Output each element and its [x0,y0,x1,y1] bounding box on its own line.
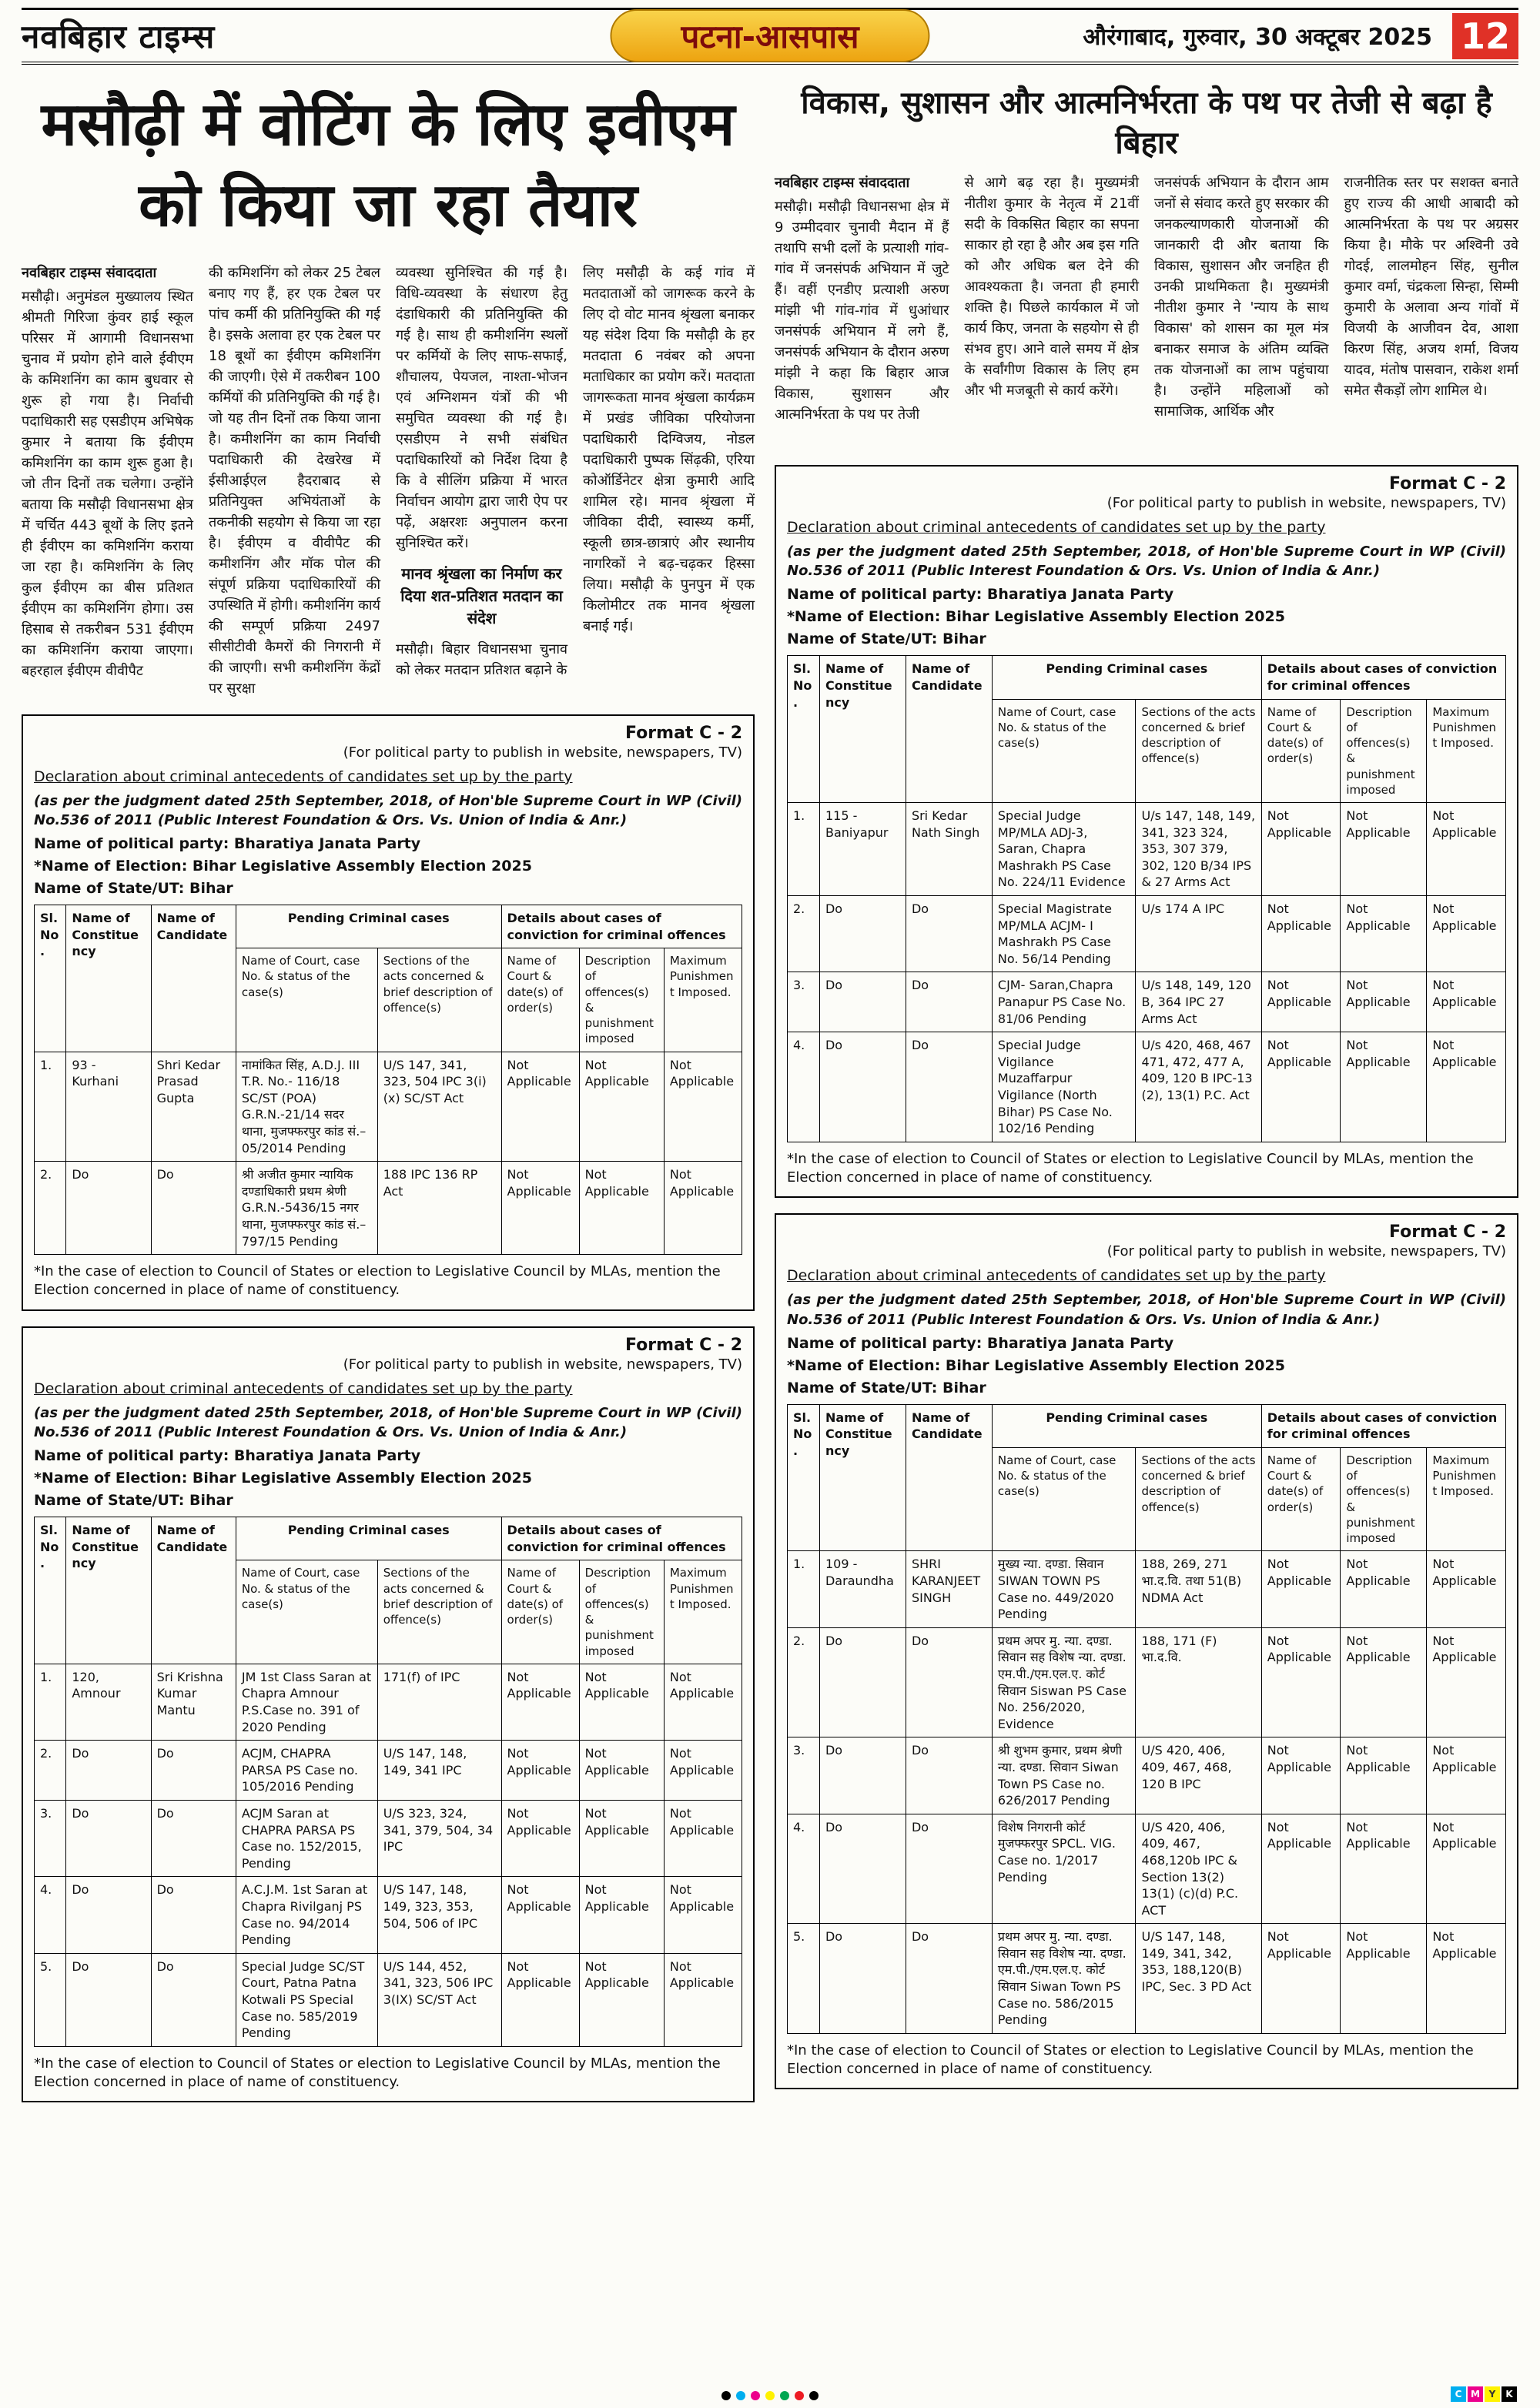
candidate-case-row [788,1737,1506,1814]
col-subheader-conviction-court: Name of Court & date(s) of order(s) [1261,699,1341,803]
cell-sl-no: 4. [35,1877,66,1953]
col-subheader-max-punishment: Maximum Punishment Imposed. [664,948,742,1052]
cell-constituency: Do [819,1737,906,1814]
article-text: की कमिशनिंग को लेकर 25 टेबल बनाए गए हैं, हर एक टेबल पर पांच कर्मी की प्रतिनियुक्ति की गई है। इसके अलावा हर एक टेबल पर 18 बूथों का ईवीएम कमिशनिंग की जाएगी। ऐसे में तकरीबन 100 कर्मियों की प्रतिनियुक्ति की गई है। जो यह तीन दिनों तक किया जाना है। कमीशनिंग का काम निर्वाची पदाधिकारी की देखरेख में ईसीआईएल हैदराबाद से प्रतिनियुक्त अभियंताओं के तकनीकी सहयोग से किया जा रहा है। ईवीएम व वीवीपैट की कमीशनिंग और मॉक पोल की संपूर्ण प्रक्रिया पदाधिकारियों की उपस्थिति में होगी। कमीशनिंग कार्य की सम्पूर्ण प्रक्रिया 2497 सीसीटीवी कैमरों की निगरानी में की जाएगी। सभी कमीशनिंग केंद्रों पर सुरक्षा [209,264,380,697]
cell-sl-no: 5. [788,1924,820,2034]
cell-conviction-description: Not Applicable [1341,1627,1427,1737]
cell-conviction-description: Not Applicable [1341,1032,1427,1142]
col-header-pending: Pending Criminal cases [236,1517,501,1560]
col-header-sl: Sl. No. [35,1517,66,1664]
cell-sl-no: 4. [788,1814,820,1924]
cell-constituency: Do [66,1801,151,1877]
candidate-case-row [788,1814,1506,1924]
article-text: मसौढ़ी। मसौढ़ी विधानसभा क्षेत्र में 9 उम्मीदवार चुनावी मैदान में हैं तथापि सभी दलों के प्रत्याशी गांव-गांव में जनसंपर्क अभियान में जुटे हैं। वहीं एनडीए प्रत्याशी अरुण मांझी भी गांव-गांव में धुआंधार जनसंपर्क अभियान में लगे हैं, जनसंपर्क अभियान के दौरान अरुण मांझी ने कहा कि बिहार आज विकास, सुशासन और आत्मनिर्भरता के पथ पर तेजी [775,199,949,423]
election-line: *Name of Election: Bihar Legislative Assembly Election 2025 [34,1470,532,1487]
col-subheader-max-punishment: Maximum Punishment Imposed. [664,1560,742,1664]
candidate-case-row [35,1801,742,1877]
cell-conviction-court: Not Applicable [1261,1737,1341,1814]
format-label: Format C - 2 [625,1335,742,1355]
party-line: Name of political party: Bharatiya Janata Party [787,586,1174,604]
registration-dot-icon [795,2391,804,2400]
cell-sections-offences: 188 IPC 136 RP Act [377,1162,501,1255]
cell-court-case-status: मुख्य न्या. दण्डा. सिवान SIWAN TOWN PS Case no. 449/2020 Pending [992,1551,1136,1627]
col-subheader-conviction-description: Description of offences(s) & punishment imposed [1341,699,1427,803]
cell-conviction-description: Not Applicable [579,1162,664,1255]
article-text: मसौढ़ी। अनुमंडल मुख्यालय स्थित श्रीमती गिरिजा कुंवर हाई स्कूल परिसर में आगामी विधानसभा चुनाव में प्रयोग होने वाले ईवीएम के कमिशनिंग का काम बुधवार से शुरू हो गया है। निर्वाची पदाधिकारी सह एसडीएम अभिषेक कुमार ने बताया कि ईवीएम कमिशनिंग का काम शुरू हुआ है। जो तीन दिनों तक चलेगा। उन्होंने बताया कि मसौढ़ी विधानसभा क्षेत्र में चर्चित 443 बूथों के लिए इतने ही ईवीएम का कमिशनिंग कराया जा रहा है। कमिशनिंग के लिए कुल ईवीएम का बीस प्रतिशत ईवीएम का कमिशनिंग होगा। उस हिसाब से तकरीबन 531 ईवीएम का कमिशनिंग कराया जाएगा। बहरहाल ईवीएम वीवीपैट [22,288,193,679]
col-header-candidate: Name of Candidate [906,656,992,803]
cmyk-k-icon: K [1502,2386,1517,2402]
col-header-sl: Sl. No. [788,656,820,803]
cell-court-case-status: नामांकित सिंह, A.D.J. III T.R. No.- 116/18 SC/ST (POA) G.R.N.-21/14 सदर थाना, मुजफ्फरपुर कांड सं.–05/2014 Pending [236,1052,377,1162]
cell-constituency: Do [66,1877,151,1953]
cell-conviction-court: Not Applicable [1261,1551,1341,1627]
candidate-case-row [788,896,1506,972]
registration-dots-icon [721,2391,819,2400]
cell-sections-offences: 188, 171 (F) भा.द.वि. [1136,1627,1261,1737]
cell-conviction-court: Not Applicable [501,1162,579,1255]
cell-court-case-status: विशेष निगरानी कोर्ट मुजफ्फरपुर SPCL. VIG. Case no. 1/2017 Pending [992,1814,1136,1924]
registration-dot-icon [721,2391,731,2400]
table-footnote: *In the case of election to Council of States or election to Legislative Council by MLAs, mention the Election concerned in place of name of constituency. [34,2055,721,2091]
judgment-note: (as per the judgment dated 25th September, 2018, of Hon'ble Supreme Court in WP (Civil) No.536 of 2011 (Public Interest Foundation & Ors. Vs. Union of India & Anr.) [787,1292,1506,1328]
cell-sections-offences: U/s 147, 148, 149, 341, 323 324, 353, 307 379, 302, 120 B/34 IPS & 27 Arms Act [1136,803,1261,896]
criminal-cases-table [34,1517,742,2047]
table-footnote: *In the case of election to Council of States or election to Legislative Council by MLAs, mention the Election concerned in place of name of constituency. [34,1263,721,1299]
candidate-case-row [35,1953,742,2046]
cell-sl-no: 2. [788,896,820,972]
cell-candidate: Do [906,1737,992,1814]
cell-conviction-court: Not Applicable [1261,1924,1341,2034]
cell-conviction-court: Not Applicable [1261,1032,1341,1142]
dateline: औरंगाबाद, गुरुवार, 30 अक्टूबर 2025 [1083,24,1432,51]
format-label: Format C - 2 [625,723,742,743]
candidate-case-row [788,803,1506,896]
candidate-case-row [35,1052,742,1162]
cell-conviction-description: Not Applicable [579,1877,664,1953]
declaration-heading: Declaration about criminal antecedents of candidates set up by the party [34,768,573,785]
cell-sl-no: 2. [35,1741,66,1801]
declaration-box-amnour [22,1326,755,2103]
col-header-pending: Pending Criminal cases [992,656,1261,699]
candidate-case-row [35,1741,742,1801]
col-subheader-conviction-court: Name of Court & date(s) of order(s) [1261,1447,1341,1551]
criminal-cases-table [34,905,742,1255]
col-header-candidate: Name of Candidate [151,905,236,1052]
right-article-col-2 [965,172,1140,450]
cell-sl-no: 1. [788,803,820,896]
format-label: Format C - 2 [1389,1222,1506,1242]
cell-conviction-court: Not Applicable [1261,896,1341,972]
cmyk-c-icon: C [1451,2386,1466,2402]
cell-conviction-court: Not Applicable [501,1877,579,1953]
state-line: Name of State/UT: Bihar [34,1492,233,1510]
cell-sections-offences: U/S 147, 148, 149, 341 IPC [377,1741,501,1801]
right-article-col-4 [1344,172,1519,450]
left-article-col-3 [396,263,567,699]
cell-sections-offences: U/S 147, 148, 149, 341, 342, 353, 188,120(B) IPC, Sec. 3 PD Act [1136,1924,1261,2034]
left-article-col-1 [22,263,193,699]
cell-conviction-court: Not Applicable [501,1801,579,1877]
cell-sections-offences: 188, 269, 271 भा.द.वि. तथा 51(B) NDMA Act [1136,1551,1261,1627]
publish-note: (For political party to publish in website, newspapers, TV) [343,1356,742,1373]
cell-candidate: Sri Kedar Nath Singh [906,803,992,896]
registration-dot-icon [751,2391,760,2400]
declaration-box-daraundha [775,1213,1518,2089]
cell-max-punishment: Not Applicable [664,1052,742,1162]
cell-constituency: Do [66,1953,151,2046]
cell-conviction-description: Not Applicable [579,1052,664,1162]
col-header-conviction: Details about cases of conviction for criminal offences [1261,656,1505,699]
cell-court-case-status: Special Judge Vigilance Muzaffarpur Vigilance (North Bihar) PS Case No. 102/16 Pending [992,1032,1136,1142]
left-article-col-4 [583,263,755,699]
cell-sl-no: 2. [788,1627,820,1737]
paper-name: नवबिहार टाइम्स [22,18,216,55]
cell-candidate: Do [151,1801,236,1877]
cell-max-punishment: Not Applicable [1427,1032,1506,1142]
criminal-cases-table [787,655,1506,1142]
declaration-box-kurhani [22,714,755,1311]
col-subheader-conviction-description: Description of offences(s) & punishment imposed [579,1560,664,1664]
format-label: Format C - 2 [1389,474,1506,493]
state-line: Name of State/UT: Bihar [787,630,986,648]
cell-conviction-court: Not Applicable [1261,1627,1341,1737]
left-article-byline: नवबिहार टाइम्स संवाददाता [22,264,157,281]
page-number-badge: 12 [1452,13,1518,59]
cell-candidate: Sri Krishna Kumar Mantu [151,1664,236,1740]
cell-court-case-status: श्री शुभम कुमार, प्रथम श्रेणी न्या. दण्डा. सिवान Siwan Town PS Case no. 626/2017 Pending [992,1737,1136,1814]
criminal-cases-table [787,1404,1506,2034]
col-header-constituency: Name of Constituency [819,1404,906,1551]
cell-conviction-description: Not Applicable [1341,972,1427,1032]
cell-sl-no: 3. [35,1801,66,1877]
col-header-constituency: Name of Constituency [66,1517,151,1664]
cell-conviction-description: Not Applicable [1341,1924,1427,2034]
cell-conviction-description: Not Applicable [1341,1551,1427,1627]
left-article-headline: मसौढ़ी में वोटिंग के लिए इवीएम को किया जा रहा तैयार [41,90,735,241]
publish-note: (For political party to publish in website, newspapers, TV) [1106,495,1506,511]
article-text: व्यवस्था सुनिश्चित की गई है। विधि-व्यवस्था के संधारण हेतु दंडाधिकारी की प्रतिनियुक्ति की गई है। साथ ही कमीशनिंग स्थलों पर कर्मियों के लिए साफ-सफाई, शौचालय, पेयजल, नाश्ता-भोजन एवं अग्निशमन यंत्रों की भी समुचित व्यवस्था की गई है। एसडीएम ने सभी संबंधित पदाधिकारियों को निर्देश दिया है कि वे सीलिंग प्रक्रिया में भारत निर्वाचन आयोग द्वारा जारी ऐप पर पढ़ें, अक्षरशः अनुपालन करना सुनिश्चित करें। [396,264,567,551]
candidate-case-row [35,1162,742,1255]
col-header-pending: Pending Criminal cases [992,1404,1261,1447]
candidate-case-row [788,1032,1506,1142]
right-article-headline: विकास, सुशासन और आत्मनिर्भरता के पथ पर तेजी से बढ़ा है बिहार [801,85,1492,161]
cell-constituency: Do [819,1814,906,1924]
party-line: Name of political party: Bharatiya Janata Party [34,1447,421,1465]
col-subheader-conviction-description: Description of offences(s) & punishment imposed [1341,1447,1427,1551]
cell-court-case-status: ACJM Saran at CHAPRA PARSA PS Case no. 152/2015, Pending [236,1801,377,1877]
left-column [22,72,755,2102]
cell-sl-no: 4. [788,1032,820,1142]
col-header-conviction: Details about cases of conviction for criminal offences [1261,1404,1505,1447]
cell-constituency: 120, Amnour [66,1664,151,1740]
col-subheader-conviction-description: Description of offences(s) & punishment imposed [579,948,664,1052]
col-subheader-court: Name of Court, case No. & status of the case(s) [992,699,1136,803]
party-line: Name of political party: Bharatiya Janata Party [787,1334,1174,1352]
registration-dot-icon [780,2391,789,2400]
judgment-note: (as per the judgment dated 25th September, 2018, of Hon'ble Supreme Court in WP (Civil) No.536 of 2011 (Public Interest Foundation & Ors. Vs. Union of India & Anr.) [34,1404,742,1440]
right-article-body [775,172,1518,450]
col-header-sl: Sl. No. [788,1404,820,1551]
cell-conviction-description: Not Applicable [579,1801,664,1877]
party-line: Name of political party: Bharatiya Janata Party [34,834,421,852]
declaration-heading: Declaration about criminal antecedents of candidates set up by the party [787,1267,1326,1285]
cell-conviction-court: Not Applicable [501,1664,579,1740]
col-subheader-sections: Sections of the acts concerned & brief description of offence(s) [1136,699,1261,803]
cell-court-case-status: प्रथम अपर मु. न्या. दण्डा. सिवान सह विशेष न्या. दण्डा. एम.पी./एम.एल.ए. कोर्ट सिवान Siwan Town PS Case no. 586/2015 Pending [992,1924,1136,2034]
candidate-case-row [788,972,1506,1032]
cell-conviction-description: Not Applicable [579,1741,664,1801]
col-header-constituency: Name of Constituency [819,656,906,803]
cell-sl-no: 3. [788,972,820,1032]
cell-sections-offences: U/S 147, 341, 323, 504 IPC 3(i)(x) SC/ST Act [377,1052,501,1162]
section-pill [610,9,929,62]
col-header-sl: Sl. No. [35,905,66,1052]
cell-sl-no: 1. [788,1551,820,1627]
right-article-byline: नवबिहार टाइम्स संवाददाता [775,175,910,191]
col-header-pending: Pending Criminal cases [236,905,501,948]
publish-note: (For political party to publish in website, newspapers, TV) [343,744,742,761]
cell-sl-no: 2. [35,1162,66,1255]
registration-dot-icon [765,2391,775,2400]
cell-conviction-court: Not Applicable [1261,972,1341,1032]
cell-conviction-court: Not Applicable [1261,1814,1341,1924]
cell-conviction-description: Not Applicable [579,1953,664,2046]
cell-candidate: Do [151,1953,236,2046]
cell-max-punishment: Not Applicable [664,1664,742,1740]
cell-max-punishment: Not Applicable [664,1162,742,1255]
cmyk-m-icon: M [1468,2386,1483,2402]
article-text: जनसंपर्क अभियान के दौरान आम जनों से संवाद करते हुए सरकार की जनकल्याणकारी योजनाओं की जानकारी दी और बताया कि विकास, सुशासन और जनहित ही उनकी प्राथमिकता है। मुख्यमंत्री नीतीश कुमार ने 'न्याय के साथ विकास' को शासन का मूल मंत्र बनाकर समाज के अंतिम व्यक्ति तक योजनाओं का लाभ पहुंचाया है। उन्होंने महिलाओं को सामाजिक, आर्थिक और [1154,175,1329,420]
candidate-case-row [788,1627,1506,1737]
cell-candidate: Shri Kedar Prasad Gupta [151,1052,236,1162]
cell-sl-no: 3. [788,1737,820,1814]
col-subheader-conviction-court: Name of Court & date(s) of order(s) [501,1560,579,1664]
cell-max-punishment: Not Applicable [1427,1551,1506,1627]
col-header-candidate: Name of Candidate [151,1517,236,1664]
cell-sections-offences: U/S 420, 406, 409, 467, 468,120b IPC & Section 13(2) 13(1) (c)(d) P.C. ACT [1136,1814,1261,1924]
cell-max-punishment: Not Applicable [664,1801,742,1877]
election-line: *Name of Election: Bihar Legislative Assembly Election 2025 [787,608,1285,626]
col-header-conviction: Details about cases of conviction for criminal offences [501,905,742,948]
cell-sections-offences: U/S 144, 452, 341, 323, 506 IPC 3(IX) SC/ST Act [377,1953,501,2046]
cell-sections-offences: U/S 147, 148, 149, 323, 353, 504, 506 of IPC [377,1877,501,1953]
left-article-body [22,263,755,699]
cell-sections-offences: U/S 420, 406, 409, 467, 468, 120 B IPC [1136,1737,1261,1814]
cell-candidate: SHRI KARANJEET SINGH [906,1551,992,1627]
cell-max-punishment: Not Applicable [664,1741,742,1801]
article-text: लिए मसौढ़ी के कई गांव में मतदाताओं को जागरूक करने के लिए दो वोट मानव श्रृंखला बनाकर यह संदेश दिया कि मसौढ़ी के हर मतदाता 6 नवंबर को अपना मताधिकार का प्रयोग करें। मतदाता जागरूकता मानव श्रृंखला कार्यक्रम में प्रखंड जीविका परियोजना पदाधिकारी दिग्विजय, नोडल पदाधिकारी पुष्पक सिंढ़की, एरिया कोऑर्डिनेटर क्षेत्रा कुमारी आदि शामिल रहे। मानव श्रृंखला में जीविका दीदी, स्वास्थ्य कर्मी, स्कूली छात्र-छात्राएं और स्थानीय नागरिकों ने बढ़-चढ़कर हिस्सा लिया। मसौढ़ी के पुनपुन में एक किलोमीटर तक मानव श्रृंखला बनाई गई। [583,264,755,634]
table-footnote: *In the case of election to Council of States or election to Legislative Council by MLAs, mention the Election concerned in place of name of constituency. [787,2042,1474,2078]
registration-dot-icon [736,2391,745,2400]
article-text: राजनीतिक स्तर पर सशक्त बनाते हुए राज्य की आधी आबादी को आत्मनिर्भरता के पथ पर अग्रसर किया है। मौके पर अश्विनी उवे गोदई, लालमोहन सिंह, सुनील कुमार वर्मा, चंद्रकला सिन्हा, सिम्मी कुमारी के अलावा अन्य गांवों में विजयी के आजीवन देव, आशा किरण सिंह, अजय शर्मा, विजय यादव, मंतोष पासवान, राकेश शर्मा समेत सैकड़ों लोग शामिल थे। [1344,175,1518,399]
cell-constituency: Do [819,896,906,972]
cell-sections-offences: U/s 148, 149, 120 B, 364 IPC 27 Arms Act [1136,972,1261,1032]
cell-sl-no: 1. [35,1052,66,1162]
cell-constituency: Do [819,1032,906,1142]
cell-conviction-court: Not Applicable [501,1953,579,2046]
cell-court-case-status: श्री अजीत कुमार न्यायिक दण्डाधिकारी प्रथम श्रेणी G.R.N.-5436/15 नगर थाना, मुजफ्फरपुर कांड सं.–797/15 Pending [236,1162,377,1255]
cell-constituency: Do [819,972,906,1032]
cell-candidate: Do [906,1924,992,2034]
candidate-case-row [35,1877,742,1953]
declaration-heading: Declaration about criminal antecedents of candidates set up by the party [34,1380,573,1397]
candidate-case-row [35,1664,742,1740]
right-article-col-3 [1154,172,1329,450]
article-text: से आगे बढ़ रहा है। मुख्यमंत्री नीतीश कुमार के नेतृत्व में 21वीं सदी के विकसित बिहार का सपना साकार हो रहा है और अब इस गति को और अधिक बल देने की आवश्यकता है। जनता ही हमारी शक्ति है। पिछले कार्यकाल में जो कार्य किए, जनता के सहयोग से ही संभव हुए। आने वाले समय में क्षेत्र के सर्वांगीण विकास के लिए हम और भी मजबूती से कार्य करेंगे। [964,175,1139,399]
col-subheader-conviction-court: Name of Court & date(s) of order(s) [501,948,579,1052]
cell-conviction-description: Not Applicable [1341,896,1427,972]
registration-dot-icon [809,2391,819,2400]
left-article-subhead: मानव श्रृंखला का निर्माण कर दिया शत-प्रतिशत मतदान का संदेश [400,564,563,627]
cell-conviction-court: Not Applicable [1261,803,1341,896]
cell-conviction-description: Not Applicable [1341,803,1427,896]
page-content [22,72,1518,2102]
cmyk-marks [1451,2386,1517,2402]
cell-constituency: 115 - Baniyapur [819,803,906,896]
cell-max-punishment: Not Applicable [664,1877,742,1953]
col-subheader-court: Name of Court, case No. & status of the case(s) [992,1447,1136,1551]
cell-court-case-status: Special Magistrate MP/MLA ACJM- I Mashrakh PS Case No. 56/14 Pending [992,896,1136,972]
election-line: *Name of Election: Bihar Legislative Assembly Election 2025 [787,1356,1285,1374]
cell-candidate: Do [906,972,992,1032]
cell-max-punishment: Not Applicable [1427,1924,1506,2034]
candidate-case-row [788,1924,1506,2034]
cell-sl-no: 1. [35,1664,66,1740]
section-name: पटना-आसपास [681,18,859,55]
cell-court-case-status: A.C.J.M. 1st Saran at Chapra Rivilganj PS Case no. 94/2014 Pending [236,1877,377,1953]
cell-constituency: Do [819,1627,906,1737]
cell-conviction-description: Not Applicable [579,1664,664,1740]
cell-court-case-status: प्रथम अपर मु. न्या. दण्डा. सिवान सह विशेष न्या. दण्डा. एम.पी./एम.एल.ए. कोर्ट सिवान Siswan PS Case No. 256/2020, Evidence [992,1627,1136,1737]
print-footer [0,2383,1540,2403]
col-header-constituency: Name of Constituency [66,905,151,1052]
cell-court-case-status: JM 1st Class Saran at Chapra Amnour P.S.Case no. 391 of 2020 Pending [236,1664,377,1740]
col-subheader-court: Name of Court, case No. & status of the case(s) [236,1560,377,1664]
table-footnote: *In the case of election to Council of States or election to Legislative Council by MLAs, mention the Election concerned in place of name of constituency. [787,1150,1474,1186]
col-header-candidate: Name of Candidate [906,1404,992,1551]
cell-sections-offences: U/S 323, 324, 341, 379, 504, 34 IPC [377,1801,501,1877]
cell-conviction-court: Not Applicable [501,1741,579,1801]
cell-sections-offences: 171(f) of IPC [377,1664,501,1740]
cell-constituency: Do [66,1162,151,1255]
cell-constituency: 93 - Kurhani [66,1052,151,1162]
right-column [775,72,1518,2102]
cell-sections-offences: U/s 420, 468, 467 471, 472, 477 A, 409, 120 B IPC-13 (2), 13(1) P.C. Act [1136,1032,1261,1142]
cell-max-punishment: Not Applicable [664,1953,742,2046]
cell-constituency: Do [819,1924,906,2034]
left-article-col-2 [209,263,380,699]
declaration-heading: Declaration about criminal antecedents of candidates set up by the party [787,519,1326,536]
cell-max-punishment: Not Applicable [1427,972,1506,1032]
cell-candidate: Do [151,1877,236,1953]
cell-constituency: 109 - Daraundha [819,1551,906,1627]
col-subheader-max-punishment: Maximum Punishment Imposed. [1427,1447,1506,1551]
state-line: Name of State/UT: Bihar [787,1379,986,1396]
cell-candidate: Do [151,1162,236,1255]
cell-court-case-status: Special Judge MP/MLA ADJ-3, Saran, Chapra Mashrakh PS Case No. 224/11 Evidence [992,803,1136,896]
col-header-conviction: Details about cases of conviction for criminal offences [501,1517,742,1560]
cmyk-y-icon: Y [1485,2386,1500,2402]
cell-sl-no: 5. [35,1953,66,2046]
right-article-col-1 [775,172,949,450]
cell-candidate: Do [906,1814,992,1924]
cell-conviction-description: Not Applicable [1341,1737,1427,1814]
cell-constituency: Do [66,1741,151,1801]
judgment-note: (as per the judgment dated 25th September, 2018, of Hon'ble Supreme Court in WP (Civil) No.536 of 2011 (Public Interest Foundation & Ors. Vs. Union of India & Anr.) [787,543,1506,580]
declaration-box-baniyapur [775,465,1518,1198]
cell-candidate: Do [151,1741,236,1801]
cell-max-punishment: Not Applicable [1427,1627,1506,1737]
publish-note: (For political party to publish in website, newspapers, TV) [1106,1243,1506,1260]
election-line: *Name of Election: Bihar Legislative Assembly Election 2025 [34,857,532,875]
cell-max-punishment: Not Applicable [1427,1814,1506,1924]
candidate-case-row [788,1551,1506,1627]
col-subheader-court: Name of Court, case No. & status of the case(s) [236,948,377,1052]
col-subheader-sections: Sections of the acts concerned & brief description of offence(s) [377,948,501,1052]
cell-court-case-status: Special Judge SC/ST Court, Patna Patna Kotwali PS Special Case no. 585/2019 Pending [236,1953,377,2046]
col-subheader-sections: Sections of the acts concerned & brief description of offence(s) [1136,1447,1261,1551]
col-subheader-max-punishment: Maximum Punishment Imposed. [1427,699,1506,803]
cell-candidate: Do [906,1032,992,1142]
col-subheader-sections: Sections of the acts concerned & brief description of offence(s) [377,1560,501,1664]
cell-conviction-description: Not Applicable [1341,1814,1427,1924]
cell-max-punishment: Not Applicable [1427,1737,1506,1814]
cell-candidate: Do [906,896,992,972]
cell-max-punishment: Not Applicable [1427,803,1506,896]
cell-conviction-court: Not Applicable [501,1052,579,1162]
cell-sections-offences: U/s 174 A IPC [1136,896,1261,972]
state-line: Name of State/UT: Bihar [34,879,233,897]
cell-court-case-status: ACJM, CHAPRA PARSA PS Case no. 105/2016 Pending [236,1741,377,1801]
cell-max-punishment: Not Applicable [1427,896,1506,972]
cell-candidate: Do [906,1627,992,1737]
cell-court-case-status: CJM- Saran,Chapra Panapur PS Case No. 81/06 Pending [992,972,1136,1032]
masthead [22,8,1518,65]
judgment-note: (as per the judgment dated 25th September, 2018, of Hon'ble Supreme Court in WP (Civil) No.536 of 2011 (Public Interest Foundation & Ors. Vs. Union of India & Anr.) [34,792,742,828]
article-text: मसौढ़ी। बिहार विधानसभा चुनाव को लेकर मतदान प्रतिशत बढ़ाने के [396,640,567,678]
